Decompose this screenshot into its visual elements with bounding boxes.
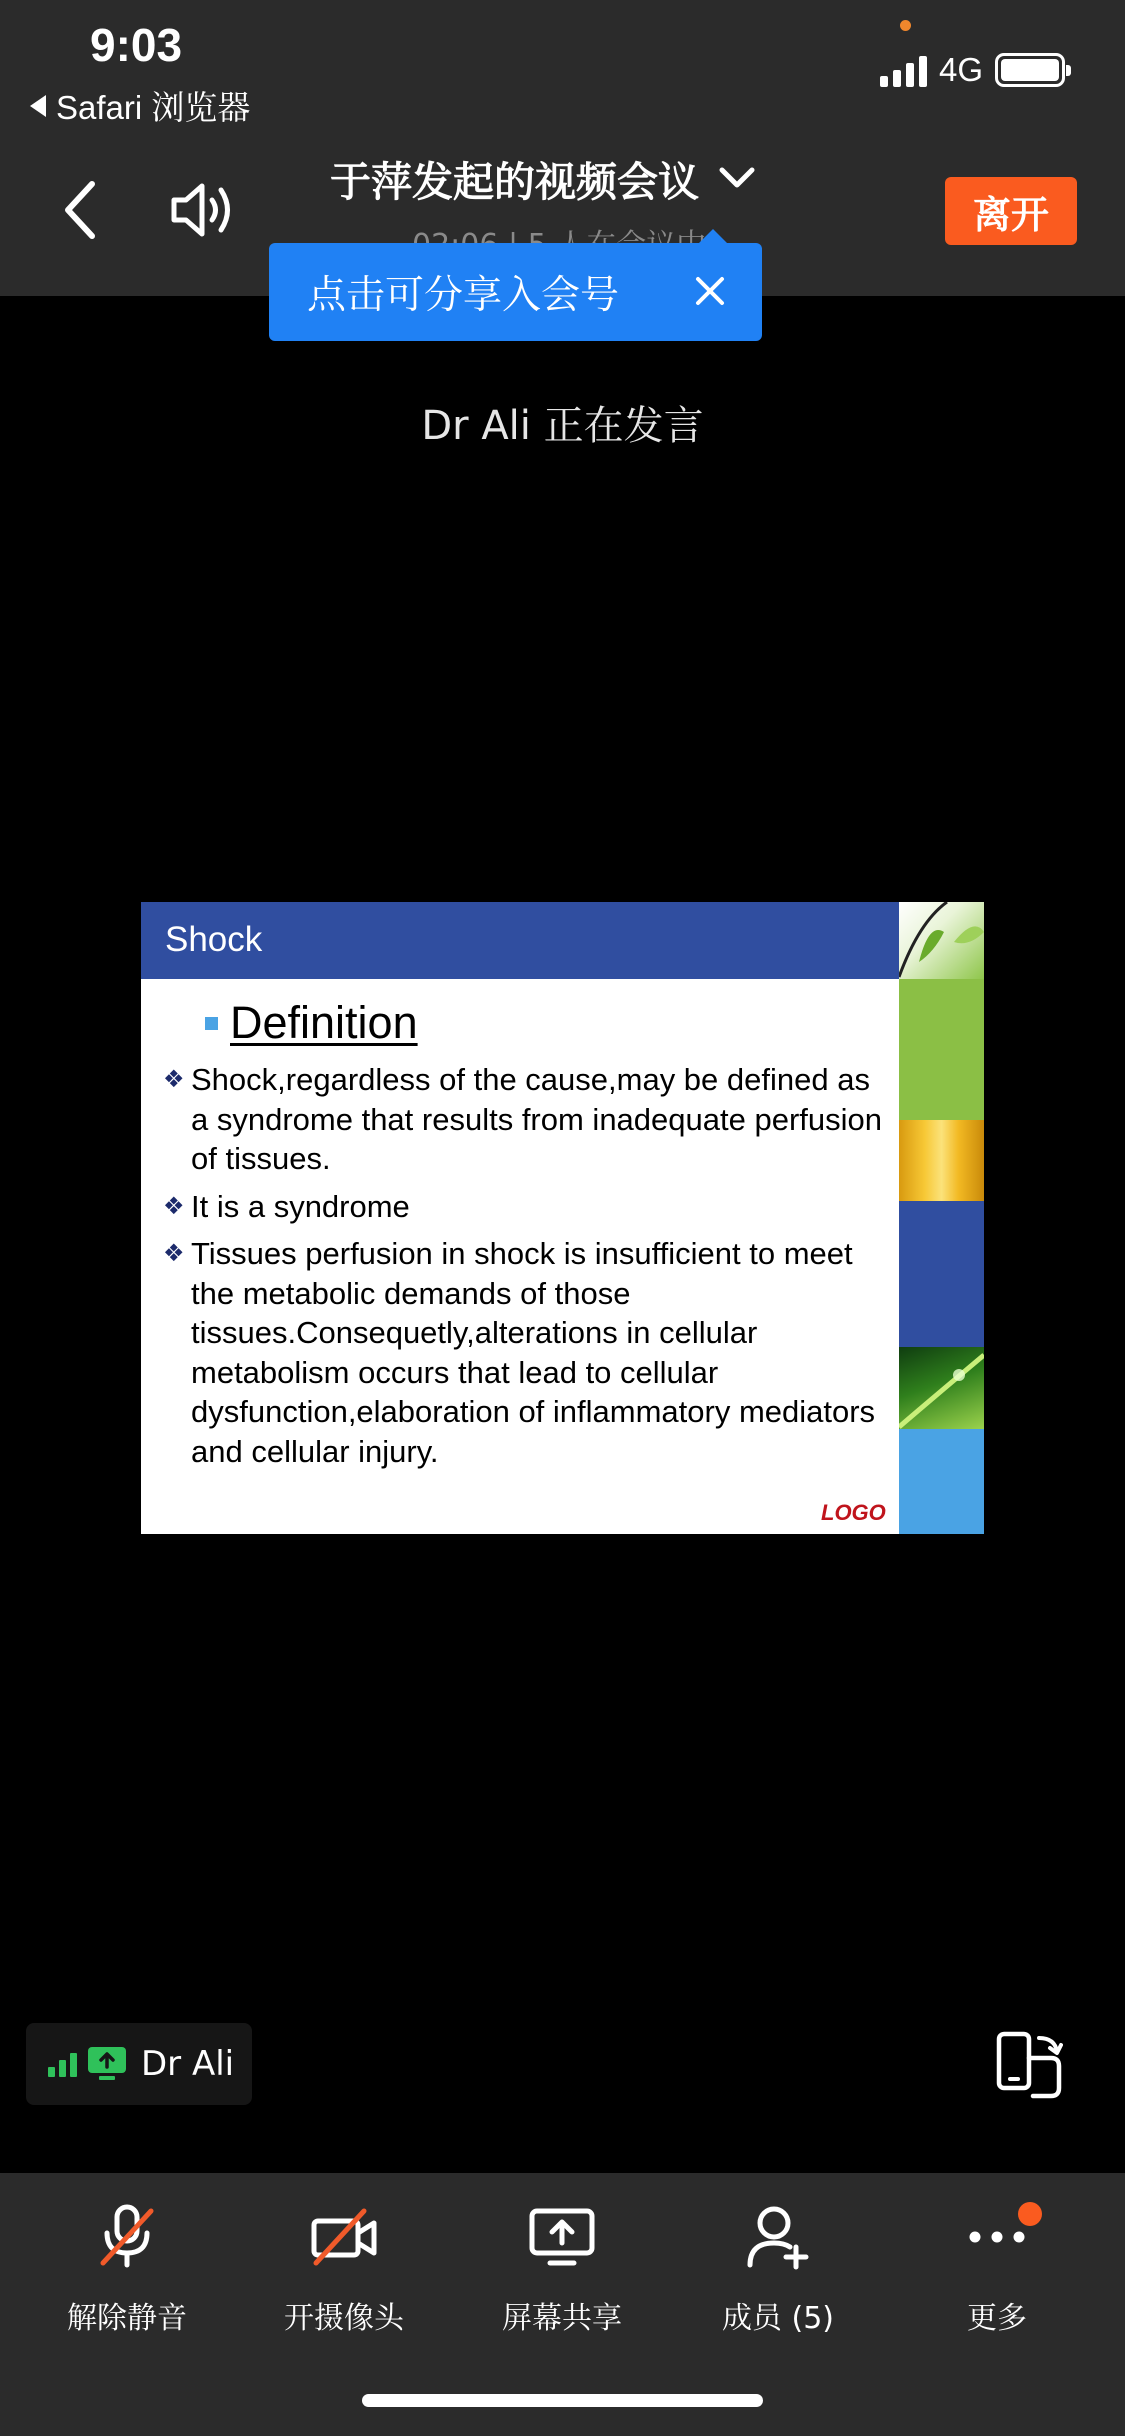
notification-dot [1018,2202,1042,2226]
flower-image [899,1120,984,1201]
slide-subtitle [205,997,418,1049]
shared-screen-slide[interactable] [141,902,984,1534]
leaf-image [899,902,984,979]
rotate-screen-icon[interactable] [995,2030,1063,2100]
back-app-label: Safari 浏览器 [56,89,251,126]
diamond-bullet-icon: ❖ [163,1065,185,1093]
status-indicators [880,48,1065,92]
members-button[interactable] [678,2203,878,2336]
start-camera-button[interactable] [244,2203,444,2336]
slide-decorative-strip [899,902,984,1534]
share-meeting-id-tooltip[interactable] [269,243,762,341]
more-button[interactable] [897,2203,1097,2336]
light-blue-panel [899,1429,984,1534]
diamond-bullet-icon: ❖ [163,1191,185,1220]
screen-share-icon [528,2203,596,2271]
active-speaker-label: Dr Ali 正在发言 [421,403,704,449]
tooltip-text: 点击可分享入会号 [307,273,620,318]
meeting-title-dropdown[interactable] [330,150,755,206]
microphone-muted-icon [93,2203,161,2271]
share-label: 屏幕共享 [502,2301,622,2336]
meeting-title: 于萍发起的视频会议 [330,157,699,206]
diamond-bullet-icon: ❖ [163,1239,185,1267]
slide-logo: LOGO [821,1500,886,1525]
square-bullet-icon [205,1017,218,1030]
battery-icon [995,53,1065,87]
participant-name: Dr Ali [141,2044,235,2084]
mic-in-use-indicator [900,20,911,31]
camera-off-icon [310,2203,378,2271]
blue-panel [899,1201,984,1347]
status-time: 9:03 [90,19,183,71]
cellular-signal-icon [880,53,927,87]
screen-share-button[interactable] [462,2203,662,2336]
bullet-list [163,1060,883,1479]
subtitle-text: Definition [230,997,418,1048]
unmute-button[interactable] [27,2203,227,2336]
leaf-drop-image [899,1347,984,1429]
back-chevron-icon[interactable] [62,180,98,240]
back-triangle-icon [30,95,46,117]
members-label: 成员 (5) [721,2301,835,2336]
unmute-label: 解除静音 [67,2301,187,2336]
camera-label: 开摄像头 [284,2301,404,2336]
tooltip-arrow [697,229,729,245]
list-item [163,1060,883,1179]
more-label: 更多 [967,2301,1027,2336]
chevron-down-icon [719,166,755,190]
list-item-text: Tissues perfusion in shock is insufficient to meet the metabolic demands of those tissues.Consequetly,alterations in cellular metabolism occurs that lead to cellular dysfunction,elaboration of inflammatory mediators and cellular injury. [191,1236,876,1469]
green-panel [899,979,984,1120]
speaker-icon[interactable] [170,180,238,240]
close-icon[interactable] [692,273,728,309]
list-item [163,1187,883,1227]
list-item-text: Shock,regardless of the cause,may be defined as a syndrome that results from inadequate perfusion of tissues. [191,1062,882,1176]
network-type: 4G [939,51,984,88]
slide-title-bar [141,902,899,979]
home-indicator[interactable] [362,2394,763,2407]
active-participant-badge[interactable] [26,2023,252,2105]
back-to-safari-link[interactable] [30,82,250,129]
slide-title: Shock [165,920,263,959]
network-quality-icon [48,2051,77,2077]
list-item-text: It is a syndrome [191,1188,410,1224]
add-member-icon [744,2203,812,2271]
list-item [163,1234,883,1471]
leave-button[interactable]: 离开 [945,177,1077,245]
screen-share-indicator-icon [87,2046,127,2082]
